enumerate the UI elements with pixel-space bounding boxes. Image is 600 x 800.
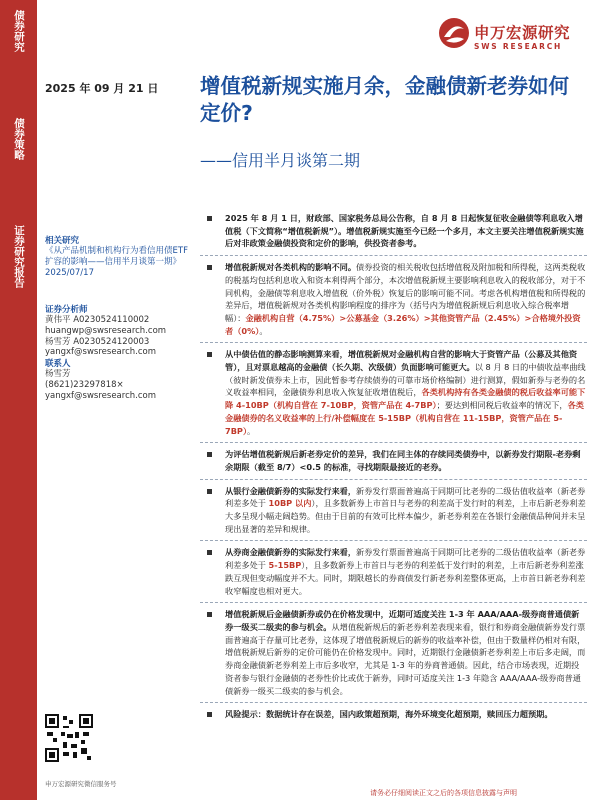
valuation-text: 以 8 月 8 日的中债收益率曲线（彼时新发债券未上市，因此暂参考存续债券的可靠市场价格编制）进行测算，假如新券与老券的名义收益率相同，金融债券利息收入恢复征收增值税后， [225, 362, 586, 398]
outlook-text: 从增值税新规后的新老券利差表现来看，银行和券商金融债新券发行票面普遍高于存量可比老券，这体现了增值税新规后的新券的收益率补偿，但由于数量样仍相对有限，增值税新规后新券的定价可能仍在价格发现中。同时，近期银行金融债新老券利差上市后多走阔，而券商金融债新老券利差上市后多收窄，尤其是 1-3 年的券商普通债。因此，结合市场表现，近期投资者参与银行金融债的老券性价比或优于新券，同时可适度关注 1-3 年隐含 AAA/AAA-级券商普通债新券一级买二级卖的参与机会。 [225, 621, 586, 696]
square-bullet-icon [207, 550, 212, 555]
logo-mark-icon [438, 17, 470, 49]
analyst-email[interactable]: yangxf@swsresearch.com [45, 347, 156, 358]
strip-type-text: 债券策略 [13, 118, 25, 160]
square-bullet-icon [207, 265, 212, 270]
summary-subparagraph [200, 485, 587, 536]
divider [200, 442, 587, 443]
intro-text: 2025 年 8 月 1 日，财政部、国家税务总局公告称，自 8 月 8 日起恢复征收金融债等利息收入增值税（下文简称“增值税新规”）。增值税新规实施至今已经一个多月，本文主要关注增值税新规实施后对非政策金融债投资和定价的影响，供投资者参考。 [225, 213, 584, 249]
summary-paragraph [200, 348, 587, 437]
strip-type-label [0, 118, 37, 164]
summary-paragraph [200, 448, 587, 473]
square-bullet-icon [207, 352, 212, 357]
divider [200, 342, 587, 343]
related-research-title: 相关研究 [45, 236, 80, 246]
analyst-line: 黄伟平 A0230524110002 [45, 315, 150, 325]
divider [200, 702, 587, 703]
company-logo [438, 15, 588, 65]
strip-category-text: 债券研究 [13, 10, 25, 52]
logo-cn-text: 申万宏源研究 [474, 24, 571, 42]
impact-end: 。 [259, 325, 268, 336]
contact-list [45, 369, 195, 401]
impact-heading: 增值税新规对各类机构的影响不同。 [225, 262, 357, 273]
summary-paragraph [200, 261, 587, 337]
contact-email[interactable]: yangxf@swsresearch.com [45, 390, 156, 401]
summary-subparagraph [200, 546, 587, 597]
analysts-list [45, 315, 195, 358]
impact-text: 债券投资的相关税收包括增值税及附加税和所得税，这两类税收的税基均包括利息收入和资本利得两个部分，本次增值税新规主要影响利息收入的税收部分，对于不同机构，金融债等利息收入增值税（价外税）恢复后的影响可能不同。考虑各机构增值税和所得税的差异后，增值税新规对各类机构影响程度的排序为（括号内为增值税新规后利息收入综合税率增幅）： [225, 262, 586, 323]
valuation-highlight-2: 各类金融债券的名义收益率的上行/补偿幅度在 5-15BP（机构自营在 11-15BP，资管产品在 5-7BP） [225, 400, 584, 436]
logo-en-text: SWS RESEARCH [474, 42, 563, 51]
wechat-caption: 申万宏源研究微信服务号 [45, 780, 117, 788]
divider [200, 479, 587, 480]
outlook-heading: 增值税新规后金融债新券或仍在价格发现中，近期可适度关注 1-3 年 AAA/AAA-级券商普通债新券一级买二级卖的参与机会。 [225, 609, 580, 632]
analyst-email[interactable]: huangwp@swsresearch.com [45, 325, 167, 336]
square-bullet-icon [207, 489, 212, 494]
report-title: 增值税新规实施月余，金融债新老券如何定价? [200, 74, 569, 125]
contact-title: 联系人 [45, 359, 71, 369]
bank-text: 新券发行票面普遍高于同期可比老券的二级估值收益率（新老券利差多处于 [225, 485, 586, 509]
contact-phone: (8621)23297818× [45, 379, 124, 390]
report-subtitle: ——信用半月谈第二期 [200, 151, 361, 170]
analyst-line: 杨雪芳 A0230524120003 [45, 336, 150, 347]
analysts-title: 证券分析师 [45, 305, 88, 315]
impact-ranking: 金融机构自营（4.75%）>公募基金（3.26%）>其他资管产品（2.45%）>合格境外投资者（0%） [225, 312, 581, 336]
report-date: 2025 年 09 月 21 日 [45, 82, 159, 95]
summary-paragraph [200, 212, 587, 250]
valuation-text-2: ；要达到相同税后收益率的情况下， [436, 400, 568, 411]
strip-report-text: 证券研究报告 [13, 225, 25, 288]
summary-paragraph [200, 708, 587, 721]
bank-spread: 10BP 以内 [268, 498, 312, 509]
qr-code-icon [45, 714, 93, 762]
strip-report-label [0, 225, 37, 292]
broker-spread: 5-15BP [268, 560, 302, 571]
broker-text-2: ），且多数新券上市首日与老券的利差低于发行时的利差，上市后新老券利差涨跌互现但变动幅度并不大。同时，期限越长的券商债发行新老券利差整体更高，上市首日新老券利差收窄幅度也相对更大。 [225, 560, 586, 596]
valuation-heading: 从中债估值的静态影响测算来看，增值税新规对金融机构自营的影响大于资管产品（公募及其他资管），且对票息越高的金融债（长久期、次级债）负面影响可能更大。 [225, 349, 578, 373]
risk-warning: 风险提示：数据统计存在误差，国内政策超预期，海外环境变化超预期，赎回压力超预期。 [225, 709, 553, 720]
valuation-end: 。 [247, 425, 256, 436]
broker-text: 新券发行票面普遍高于同期可比老券的二级估值收益率（新老券利差多处于 [225, 547, 586, 571]
square-bullet-icon [207, 452, 212, 457]
method-text: 为评估增值税新规后新老券定价的差异，我们在同主体的存续同类债券中，以新券发行期限-老券剩余期限（截至 8/7）<0.5 的标准，寻找期限最接近的老券。 [225, 449, 581, 472]
broker-heading: 从券商金融债新券的实际发行来看， [225, 547, 357, 558]
bank-text-2: ），且多数新券上市首日与老券的利差高于发行时的利差，上市后新老券利差大多呈现小幅走阔趋势。但由于目前的有效可比样本偏少，新老券利差在各银行金融债品种间并未呈现出显著的差异和规律。 [225, 498, 586, 534]
square-bullet-icon [207, 612, 212, 617]
contact-name: 杨雪芳 [45, 369, 71, 379]
divider [200, 540, 587, 541]
summary-section [200, 212, 587, 721]
divider [200, 255, 587, 256]
disclosure-note: 请务必仔细阅读正文之后的各项信息披露与声明 [370, 789, 517, 797]
divider [200, 602, 587, 603]
bank-heading: 从银行金融债新券的实际发行来看， [225, 485, 357, 496]
strip-category-label [0, 10, 37, 56]
summary-paragraph [200, 608, 587, 697]
square-bullet-icon [207, 712, 212, 717]
valuation-highlight-1: 各类机构持有各类金融债的税后收益率可能下降 4-10BP（机构自营在 7-10BP，资管产品在 4-7BP） [225, 387, 586, 411]
related-research-link[interactable]: 《从产品机制和机构行为看信用债ETF 扩容的影响——信用半月谈第一期》 2025/07/17 [45, 246, 188, 278]
square-bullet-icon [207, 216, 212, 221]
